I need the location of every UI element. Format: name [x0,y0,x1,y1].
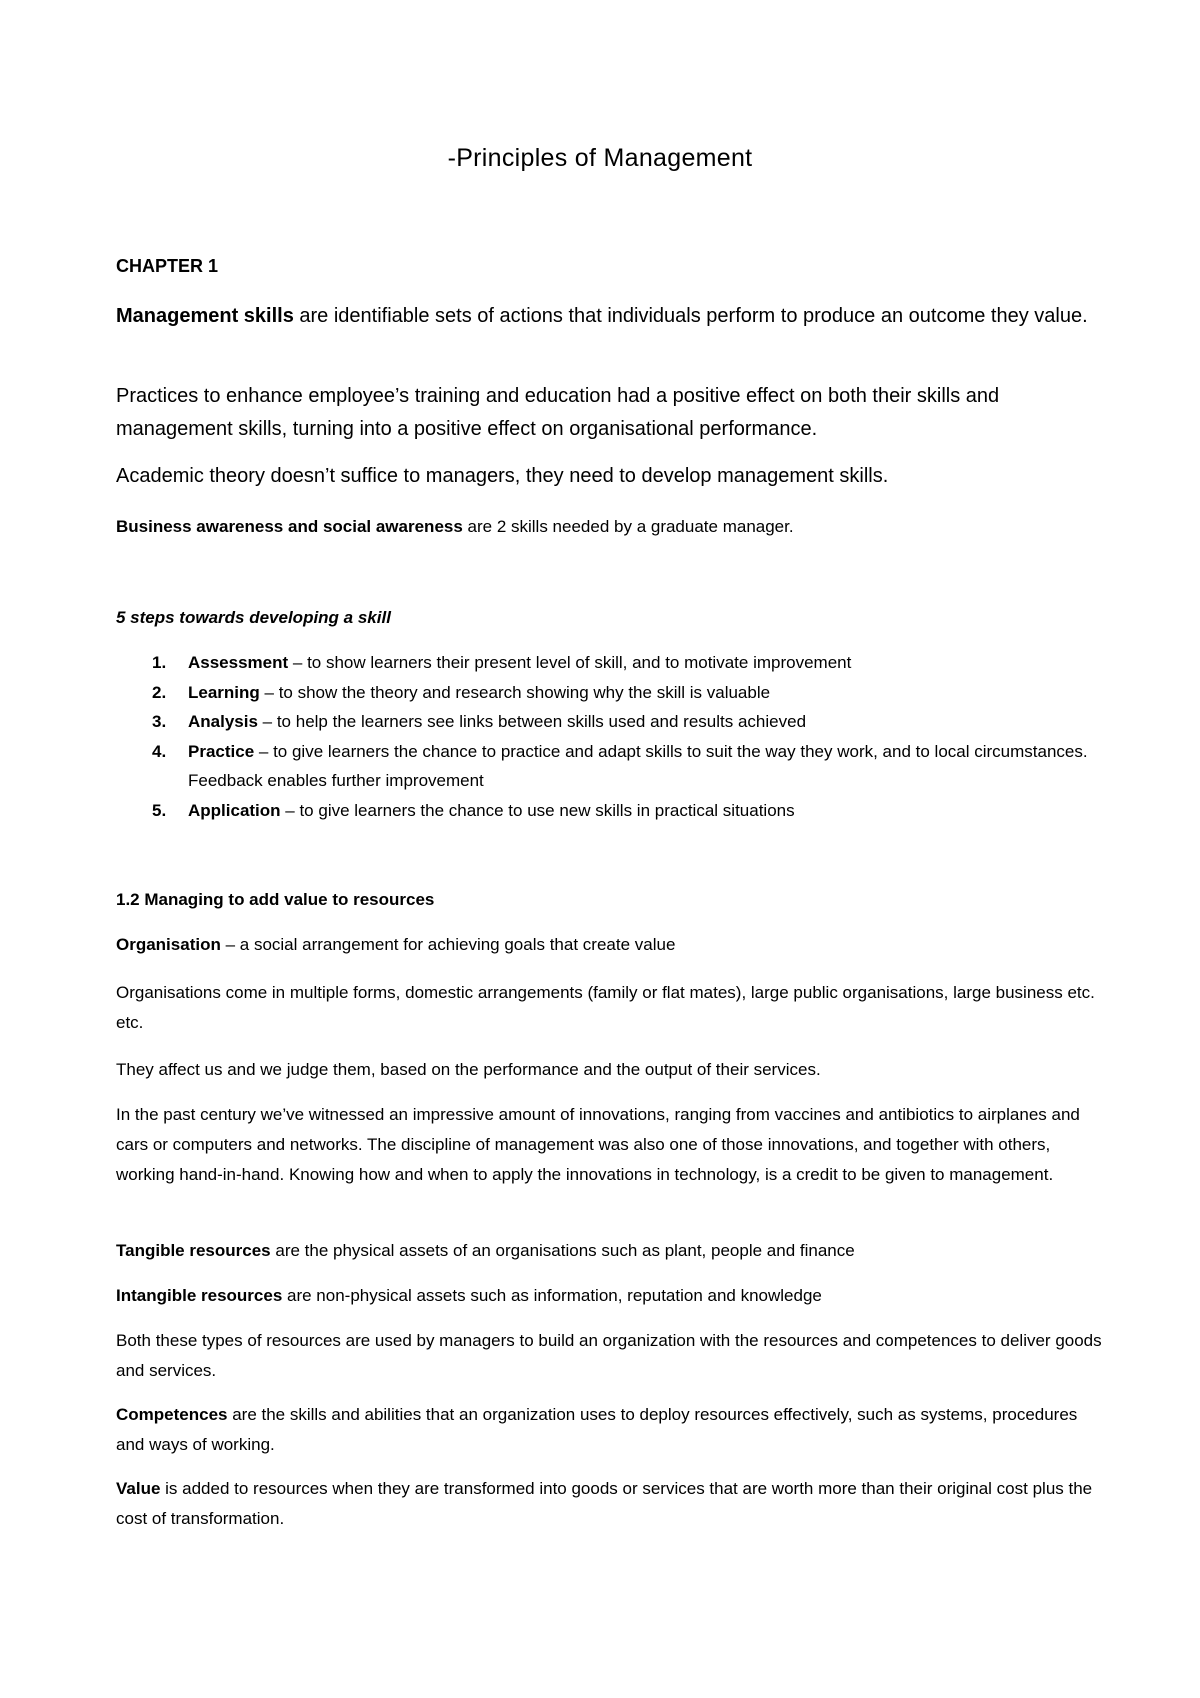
paragraph-competences [116,1400,1106,1460]
list-number: 3. [152,712,167,731]
list-number: 5. [152,800,167,820]
paragraph-academic-theory: Academic theory doesn’t suffice to managers, they need to develop management skills. [116,465,889,487]
term-organisation: Organisation [116,935,221,954]
paragraph-affect: They affect us and we judge them, based on the performance and the output of their services. [116,1060,821,1079]
step-text: – to show the theory and research showing why the skill is valuable [259,682,771,702]
paragraph-organisation-def [116,930,1106,960]
step-term: Learning [188,682,260,702]
paragraph-tangible [116,1236,1106,1266]
paragraph-text: are the physical assets of an organisations such as plant, people and finance [270,1241,855,1260]
paragraph-text: are the skills and abilities that an organization uses to deploy resources effectively, such as systems, procedures and ways of working. [116,1405,1078,1454]
paragraph-text: are 2 skills needed by a graduate manager. [462,517,794,536]
list-item [140,737,1100,796]
paragraph-organisation-forms: Organisations come in multiple forms, domestic arrangements (family or flat mates), large public organisations, large business etc. etc. [116,983,1095,1032]
paragraph-text: are non-physical assets such as information, reputation and knowledge [282,1286,822,1305]
term-management-skills: Management skills [116,305,294,327]
document-title: -Principles of Management [447,144,753,172]
step-term: Analysis [188,712,258,731]
paragraph-text: are identifiable sets of actions that individuals perform to produce an outcome they value. [293,305,1088,327]
paragraph-value [116,1474,1106,1534]
term-competences: Competences [116,1405,228,1424]
section-heading-1-2: 1.2 Managing to add value to resources [116,890,435,909]
term-business-awareness: Business awareness [116,517,284,536]
step-term: Assessment [188,653,289,672]
term-social-awareness: social awareness [322,517,463,536]
term-intangible-resources: Intangible resources [116,1286,283,1305]
paragraph-text: – a social arrangement for achieving goals that create value [220,935,676,954]
list-item [140,707,1100,737]
term-tangible-resources: Tangible resources [116,1241,271,1260]
paragraph-text: is added to resources when they are transformed into goods or services that are worth more than their original cost plus the cost of transformation. [116,1479,1093,1528]
paragraph-management-skills [116,300,1106,333]
list-item [140,648,1100,678]
step-text: – to give learners the chance to practice and adapt skills to suit the way they work, and to local circumstances. Feedback enables further improvement [188,741,1088,790]
steps-heading: 5 steps towards developing a skill [116,608,391,627]
paragraph-awareness [116,512,1106,542]
term-value: Value [116,1479,161,1498]
conjunction: and [283,517,323,536]
paragraph-innovations: In the past century we’ve witnessed an impressive amount of innovations, ranging from vaccines and antibiotics to airplanes and cars or computers and networks. The discipline of management was also one of those innovations, and together with others, working hand-in-hand. Knowing how and when to apply the innovations in technology, is a credit to be given to management. [116,1105,1080,1184]
step-term: Practice [188,741,255,761]
steps-list [140,648,1100,825]
list-number: 4. [152,741,167,761]
list-number: 2. [152,682,167,702]
step-text: – to help the learners see links between skills used and results achieved [257,712,807,731]
paragraph-both-resources: Both these types of resources are used by managers to build an organization with the resources and competences to deliver goods and services. [116,1331,1102,1380]
chapter-heading: CHAPTER 1 [116,256,219,276]
paragraph-practices: Practices to enhance employee’s training and education had a positive effect on both their skills and management skills, turning into a positive effect on organisational performance. [116,385,1000,440]
list-item [140,678,1100,708]
step-term: Application [188,800,281,820]
step-text: – to give learners the chance to use new skills in practical situations [280,800,795,820]
paragraph-intangible [116,1281,1106,1311]
list-number: 1. [152,653,167,672]
step-text: – to show learners their present level of skill, and to motivate improvement [288,653,852,672]
list-item [140,796,1100,826]
